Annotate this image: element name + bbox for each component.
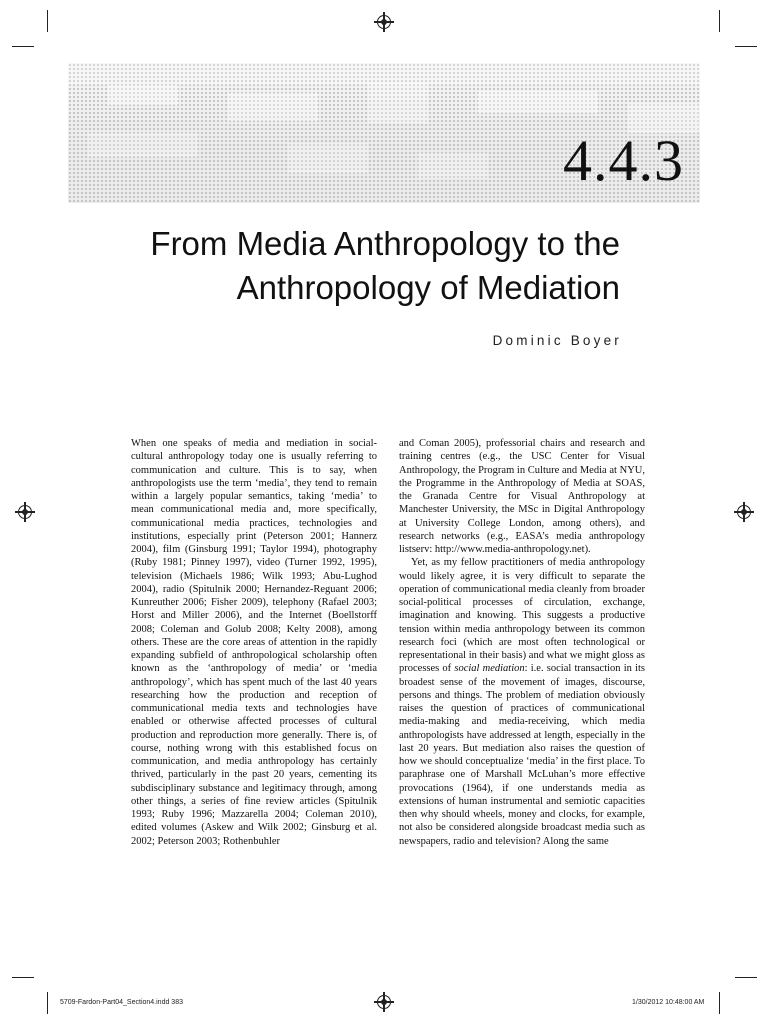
paragraph (399, 556, 645, 848)
crop-mark (47, 992, 48, 1014)
emphasized-term: social mediation (454, 663, 525, 675)
paragraph: When one speaks of media and mediation in social-cultural anthropology today one is usually referring to communication and culture. This is to say, when anthropologists use the term ‘media’, they tend to remain within a largely popular semantics, taking ‘media’ to mean communicational media and, more specifically, communicational media practices, technologies and institutions, especially print (Peterson 2001; Hannerz 2004), film (Ginsburg 1991; Taylor 1994), photography (Ruby 1981; Pinney 1997), video (Turner 1992, 1995), television (Michaels 1986; Wilk 1993; Abu-Lughod 2004), radio (Spitulnik 2000; Hernandez-Reguant 2006; Kunreuther 2006; Fisher 2009), telephony (Rafael 2003; Horst and Miller 2006), and the Internet (Boellstorff 2008; Coleman and Golub 2008; Kelty 2008), among others. These are the core areas of attention in the rapidly expanding subfield of anthropological scholarship often known as the ‘anthropology of media’ or ‘media anthropology’, which has spent much of the last 40 years researching how the production and reception of communicational media texts and technologies have enabled or otherwise affected processes of cultural production and reproduction more generally. There is, of course, nothing wrong with this established focus on communication, and media anthropology has certainly thrived, particularly in the past 20 years, cementing its subdisciplinary substance and legitimacy through, among other things, a series of fine review articles (Spitulnik 1993; Ruby 1996; Mazzarella 2004; Coleman 2010), edited volumes (Askew and Wilk 2002; Ginsburg et al. 2002; Peterson 2003; Rothenbuhler (131, 438, 377, 847)
chapter-title-line-2: Anthropology of Mediation (236, 269, 620, 306)
chapter-title-line-1: From Media Anthropology to the (150, 225, 620, 262)
paragraph: and Coman 2005), professorial chairs and research and training centres (e.g., the USC Center for Visual Anthropology, the Program in Culture and Media at NYU, the Programme in the Anthropology of Media at SOAS, the Granada Centre for Visual Anthropology at Manchester University, the MSc in Digital Anthropology at University College London, among others), and research networks (e.g., EASA’s media anthropology listserv: http://www.media-anthropology.net). (399, 438, 645, 555)
crop-mark (735, 977, 757, 978)
crop-mark (735, 46, 757, 47)
crop-mark (47, 10, 48, 32)
registration-mark-icon (737, 505, 751, 519)
author-name: Dominic Boyer (492, 333, 622, 348)
footer-timestamp: 1/30/2012 10:48:00 AM (632, 999, 705, 1006)
crop-mark (12, 46, 34, 47)
paragraph-text: Yet, as my fellow practitioners of media anthropology would likely agree, it is very difficult to separate the operation of communicational media cleanly from broader social-political processes of circulation, exchange, imagination and knowing. This suggests a productive tension within media anthropology between its common research foci (which are most often technological or representational in their basis) and what we might gloss as processes of (399, 557, 645, 675)
body-column-right (399, 437, 645, 848)
registration-mark-icon (377, 15, 391, 29)
body-column-left (131, 437, 377, 848)
crop-mark (719, 992, 720, 1014)
footer-file-info: 5709-Fardon-Part04_Section4.indd 383 (60, 999, 183, 1006)
section-number: 4.4.3 (563, 128, 684, 193)
crop-mark (719, 10, 720, 32)
registration-mark-icon (377, 995, 391, 1009)
registration-mark-icon (18, 505, 32, 519)
chapter-title (110, 222, 620, 310)
paragraph-text: : i.e. social transaction in its broadest sense of the movement of images, discourse, persons and things. The problem of mediation obviously raises the question of practices of communicational media-making and media-receiving, which media anthropologists have addressed at length, especially in the last 20 years. But mediation also raises the question of how we should conceptualize ‘media’ in the first place. To paraphrase one of Marshall McLuhan’s more effective provocations (1964), if one understands media as extensions of human instrumental and semiotic capacities then why should wheels, money and clocks, for example, not also be considered alongside broadcast media such as newspapers, radio and television? Along the same (399, 663, 646, 847)
crop-mark (12, 977, 34, 978)
